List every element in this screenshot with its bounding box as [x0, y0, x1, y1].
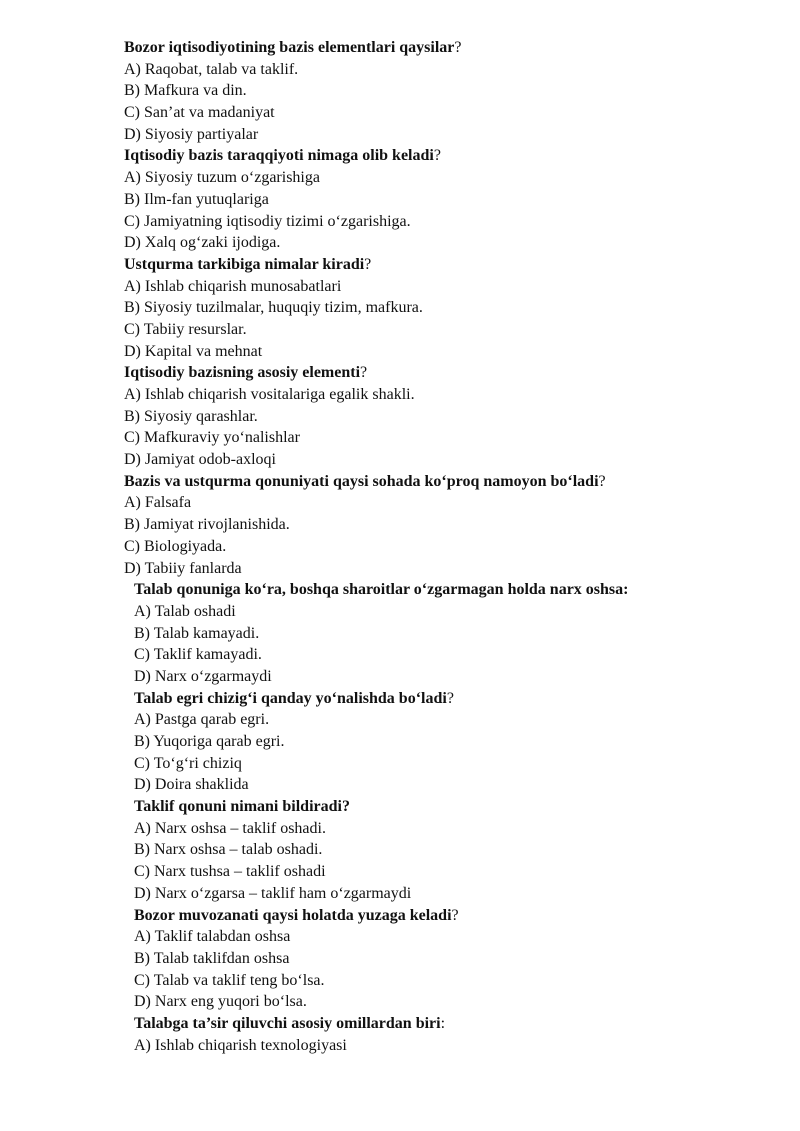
question-text — [134, 1013, 800, 1035]
question-stem: Iqtisodiy bazis taraqqiyoti nimaga olib keladi — [124, 147, 434, 165]
question-text — [134, 688, 800, 710]
question-stem: Talabga ta’sir qiluvchi asosiy omillardan biri — [134, 1014, 441, 1032]
question-block — [124, 471, 800, 579]
question-stem: Taklif qonuni nimani bildiradi? — [134, 798, 350, 816]
question-block — [134, 1013, 800, 1056]
question-punctuation: ? — [364, 255, 372, 273]
answer-option: A) Talab oshadi — [134, 602, 236, 620]
question-text — [124, 254, 800, 276]
question-block — [124, 37, 800, 145]
answer-option: D) Jamiyat odob-axloqi — [124, 451, 276, 469]
question-stem: Iqtisodiy bazisning asosiy elementi — [124, 364, 361, 382]
answer-option: D) Narx eng yuqori bo‘lsa. — [134, 993, 307, 1011]
answer-option: D) Doira shaklida — [134, 776, 249, 794]
answer-option: C) Biologiyada. — [124, 537, 227, 555]
answer-option: B) Siyosiy tuzilmalar, huquqiy tizim, mafkura. — [124, 299, 423, 317]
answer-option: B) Talab kamayadi. — [134, 624, 260, 642]
question-punctuation: ? — [451, 906, 459, 924]
question-block — [124, 145, 800, 253]
question-text — [124, 471, 800, 493]
question-stem: Ustqurma tarkibiga nimalar kiradi — [124, 255, 365, 273]
question-stem: Bozor muvozanati qaysi holatda yuzaga keladi — [134, 906, 452, 924]
answer-option: D) Narx o‘zgarsa – taklif ham o‘zgarmaydi — [134, 884, 412, 902]
answer-option: B) Mafkura va din. — [124, 82, 247, 100]
question-block — [134, 688, 800, 796]
question-punctuation: ? — [360, 364, 368, 382]
answer-option: C) To‘g‘ri chiziq — [134, 754, 242, 772]
answer-option: A) Ishlab chiqarish munosabatlari — [124, 277, 342, 295]
answer-option: C) Mafkuraviy yo‘nalishlar — [124, 429, 300, 447]
answer-option: B) Talab taklifdan oshsa — [134, 949, 290, 967]
answer-option: D) Xalq og‘zaki ijodiga. — [124, 234, 281, 252]
answer-option: A) Pastga qarab egri. — [134, 711, 270, 729]
question-text — [124, 145, 800, 167]
answer-option: D) Narx o‘zgarmaydi — [134, 667, 272, 685]
answer-option: C) Narx tushsa – taklif oshadi — [134, 863, 326, 881]
answer-option: C) Jamiyatning iqtisodiy tizimi o‘zgarishiga. — [124, 212, 411, 230]
answer-option: C) Taklif kamayadi. — [134, 646, 262, 664]
answer-option: A) Narx oshsa – taklif oshadi. — [134, 819, 326, 837]
question-block — [134, 796, 800, 904]
question-text — [134, 905, 800, 927]
question-block — [134, 579, 800, 687]
answer-option: B) Yuqoriga qarab egri. — [134, 733, 285, 750]
answer-option: D) Tabiiy fanlarda — [124, 559, 242, 577]
question-block — [124, 254, 800, 362]
question-punctuation: ? — [454, 39, 462, 56]
answer-option: D) Kapital va mehnat — [124, 342, 263, 360]
answer-option: C) Talab va taklif teng bo‘lsa. — [134, 971, 325, 989]
question-stem: Bozor iqtisodiyotining bazis elementlari qaysilar — [124, 39, 455, 56]
answer-option: A) Falsafa — [124, 494, 192, 512]
answer-option: A) Ishlab chiqarish texnologiyasi — [134, 1036, 347, 1054]
answer-option: C) Tabiiy resurslar. — [124, 320, 247, 338]
answer-option: B) Narx oshsa – talab oshadi. — [134, 841, 323, 859]
answer-option: A) Raqobat, talab va taklif. — [124, 60, 299, 78]
question-stem: Talab egri chizig‘i qanday yo‘nalishda bo‘ladi — [134, 689, 447, 707]
question-text — [134, 796, 800, 818]
question-punctuation: ? — [598, 472, 606, 490]
question-text — [134, 579, 800, 601]
question-stem: Bazis va ustqurma qonuniyati qaysi sohada ko‘proq namoyon bo‘ladi — [124, 472, 599, 490]
question-punctuation: : — [440, 1014, 446, 1032]
answer-option: B) Ilm-fan yutuqlariga — [124, 190, 269, 208]
question-stem: Talab qonuniga ko‘ra, boshqa sharoitlar o‘zgarmagan holda narx oshsa: — [134, 581, 629, 599]
answer-option: B) Siyosiy qarashlar. — [124, 407, 258, 425]
answer-option: B) Jamiyat rivojlanishida. — [124, 516, 290, 534]
answer-option: C) San’at va madaniyat — [124, 104, 275, 122]
question-block — [124, 362, 800, 470]
answer-option: A) Siyosiy tuzum o‘zgarishiga — [124, 169, 320, 187]
question-text — [124, 37, 800, 59]
answer-option: A) Taklif talabdan oshsa — [134, 928, 291, 946]
question-text — [124, 362, 800, 384]
question-block — [134, 905, 800, 1013]
answer-option: D) Siyosiy partiyalar — [124, 125, 259, 143]
question-punctuation: ? — [446, 689, 454, 707]
question-punctuation: ? — [433, 147, 441, 165]
answer-option: A) Ishlab chiqarish vositalariga egalik shakli. — [124, 386, 415, 403]
